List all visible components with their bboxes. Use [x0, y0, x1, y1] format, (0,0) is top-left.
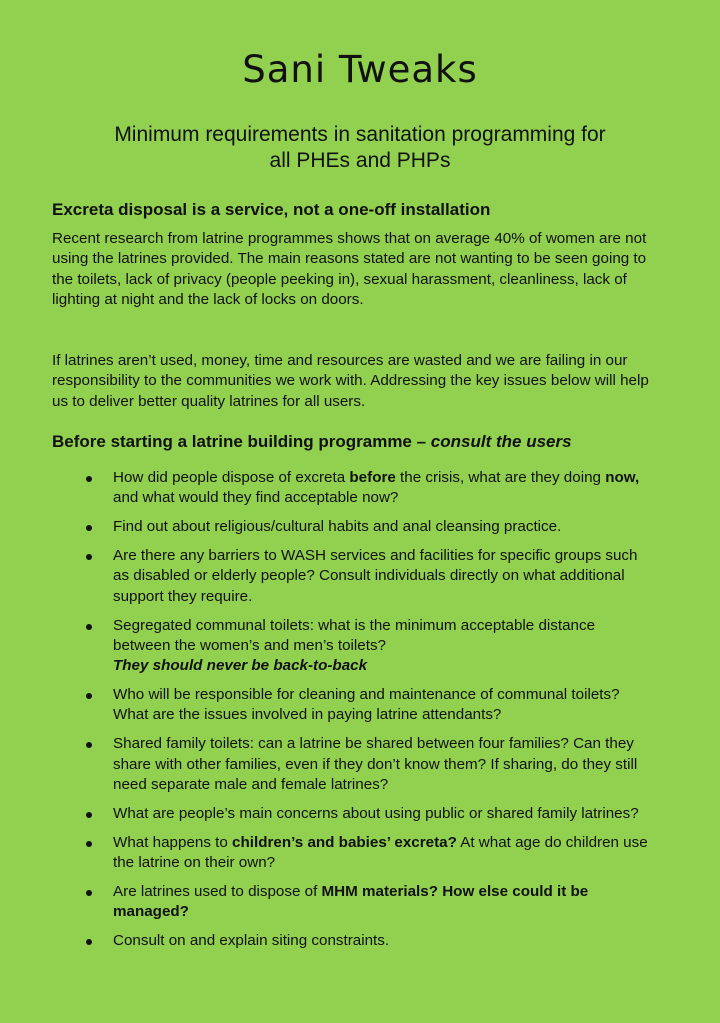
bullet-text: How did people dispose of excreta	[113, 469, 350, 486]
bullet-text: Consult on and explain siting constraints.	[113, 931, 390, 949]
page-subtitle	[0, 122, 720, 174]
list-item	[0, 517, 720, 537]
bullet-text: What are people’s main concerns about using public or shared family latrines?	[113, 804, 639, 822]
list-item	[0, 931, 720, 951]
list-item	[0, 468, 720, 509]
list-item	[0, 734, 720, 795]
section-heading-consult-emph: consult the users	[430, 432, 572, 451]
paragraph-research: Recent research from latrine programmes shows that on average 40% of women are not using the latrines provided. The main reasons stated are not wanting to be seen going to the toilets, lack of privacy (people peeking in), sexual harassment, cleanliness, lack of lighting at night and the lack of locks on doors.	[52, 230, 647, 308]
bullet-text: At what age do children use the latrine on their own?	[113, 833, 648, 871]
bullet-icon	[86, 742, 92, 748]
bullet-text: the crisis, what are they doing	[395, 469, 606, 486]
list-item	[0, 882, 720, 923]
bullet-icon	[86, 939, 92, 945]
bullet-icon	[86, 890, 92, 896]
subtitle-line-1: Minimum requirements in sanitation programming for	[114, 123, 606, 146]
section-heading-excreta: Excreta disposal is a service, not a one-off installation	[52, 200, 491, 219]
bullet-icon	[86, 624, 92, 630]
list-item	[0, 833, 720, 874]
bullet-emphasis-text: They should never be back-to-back	[113, 657, 368, 675]
page-title: Sani Tweaks	[242, 48, 478, 91]
bullet-text: What happens to	[113, 833, 233, 851]
bullet-bold-text: now,	[605, 469, 640, 486]
bullet-text: Shared family toilets: can a latrine be shared between four families? Can they share with other families, even if they don’t know them? If sharing, do they still need separate male and female latrines?	[113, 735, 638, 793]
consultation-bullet-list	[0, 468, 720, 960]
bullet-icon	[86, 693, 92, 699]
bullet-icon	[86, 525, 92, 531]
bullet-icon	[86, 812, 92, 818]
bullet-icon	[86, 841, 92, 847]
bullet-text: Segregated communal toilets: what is the minimum acceptable distance between the women’s and men’s toilets?	[113, 616, 596, 654]
section-heading-consult-main: Before starting a latrine building programme –	[52, 432, 431, 451]
subtitle-line-2: all PHEs and PHPs	[269, 149, 451, 172]
bullet-text: Who will be responsible for cleaning and maintenance of communal toilets? What are the issues involved in paying latrine attendants?	[113, 686, 620, 724]
bullet-text: Are there any barriers to WASH services and facilities for specific groups such as disabled or elderly people? Consult individuals directly on what additional support they require.	[113, 547, 638, 605]
bullet-bold-text: MHM materials? How else could it be managed?	[113, 882, 589, 921]
bullet-bold-text: children’s and babies’ excreta?	[232, 833, 457, 851]
bullet-icon	[86, 476, 92, 482]
list-item	[0, 804, 720, 824]
list-item	[0, 546, 720, 607]
bullet-text: and what would they find acceptable now?	[113, 489, 399, 507]
bullet-bold-text: before	[349, 469, 396, 486]
bullet-text: Find out about religious/cultural habits and anal cleansing practice.	[113, 518, 562, 536]
section-heading-consult	[52, 431, 680, 453]
list-item	[0, 685, 720, 726]
bullet-text: Are latrines used to dispose of	[113, 882, 322, 900]
bullet-icon	[86, 554, 92, 560]
paragraph-wasted: If latrines aren’t used, money, time and resources are wasted and we are failing in our responsibility to the communities we work with. Addressing the key issues below will help us to deliver better quality latrines for all users.	[52, 352, 649, 410]
list-item	[0, 616, 720, 677]
